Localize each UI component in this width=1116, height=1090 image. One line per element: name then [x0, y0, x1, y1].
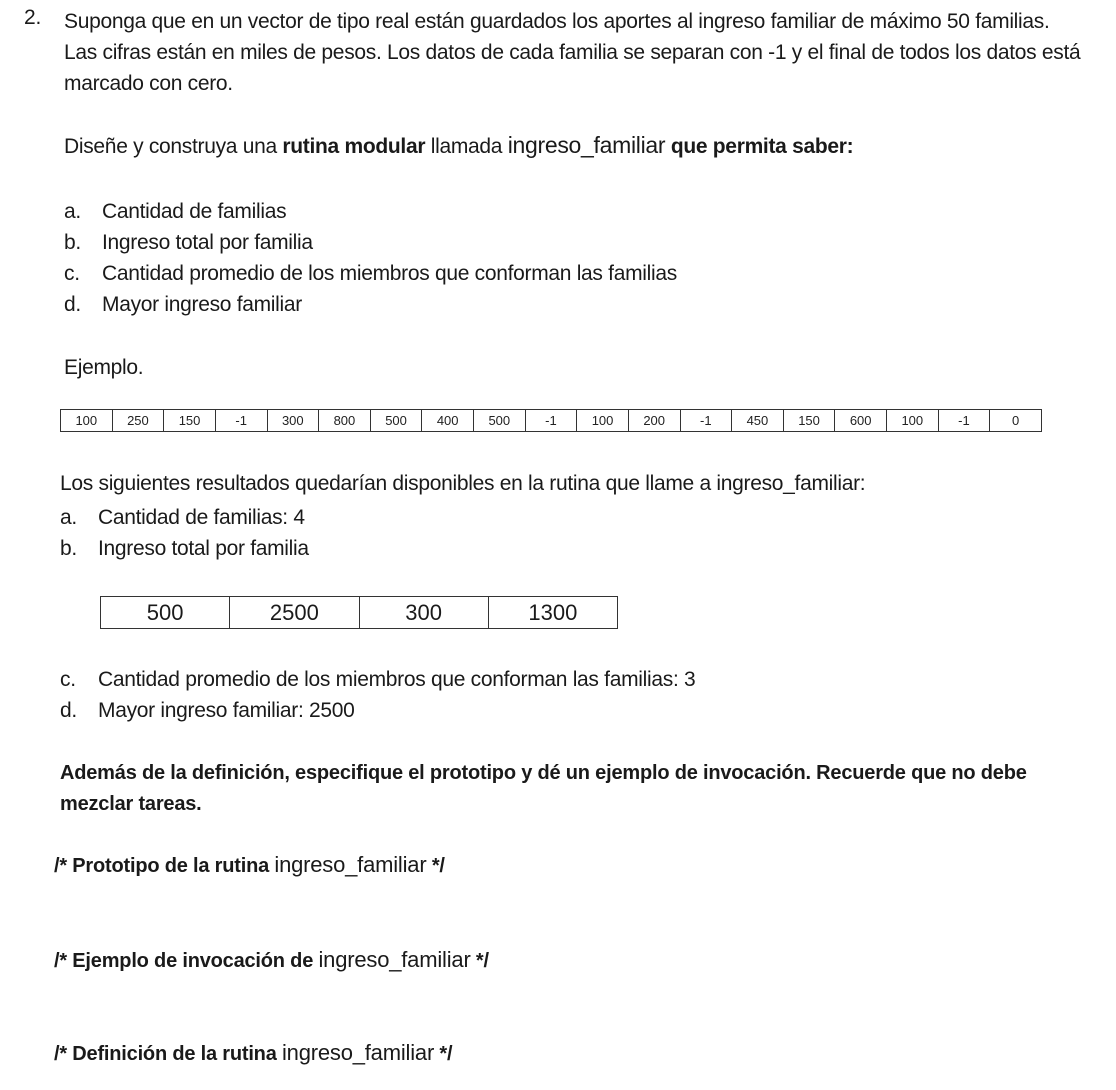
table-cell: -1 [681, 410, 733, 431]
table-cell: -1 [939, 410, 991, 431]
list-item [60, 533, 309, 564]
comment-routine-name: ingreso_familiar [318, 947, 471, 972]
list-marker: a. [64, 200, 81, 223]
table-cell: 500 [101, 597, 230, 628]
totals-table [100, 596, 618, 629]
list-marker: b. [64, 231, 81, 254]
table-cell: 450 [732, 410, 784, 431]
comment-routine-name: ingreso_familiar [274, 852, 427, 877]
table-cell: 100 [61, 410, 113, 431]
comment-label: Prototipo de la rutina [72, 855, 275, 877]
table-cell: -1 [526, 410, 578, 431]
list-item-text: Cantidad de familias: 4 [98, 506, 305, 529]
invocation-comment [54, 947, 489, 973]
requirements-list [64, 196, 677, 320]
problem-statement: Suponga que en un vector de tipo real están guardados los aportes al ingreso familiar de máximo 50 familias. Las cifras están en miles de pesos. Los datos de cada familia se separan con -1 y el final de todos los datos está marcado con cero. [64, 10, 1081, 95]
example-vector-table [60, 409, 1042, 432]
list-item-text: Ingreso total por familia [98, 537, 309, 560]
table-cell: 800 [319, 410, 371, 431]
list-item [60, 502, 309, 533]
task-prefix: Diseñe y construya una [64, 135, 283, 158]
prototype-comment [54, 852, 445, 878]
definition-comment [54, 1040, 452, 1066]
list-item-text: Cantidad promedio de los miembros que conforman las familias [102, 262, 677, 285]
list-marker: d. [60, 699, 77, 722]
table-cell: 500 [371, 410, 423, 431]
list-item [64, 258, 677, 289]
table-cell: 200 [629, 410, 681, 431]
problem-number: 2. [24, 6, 42, 29]
list-item-text: Ingreso total por familia [102, 231, 313, 254]
results-intro: Los siguientes resultados quedarían disponibles en la rutina que llame a ingreso_familiar: [60, 472, 866, 495]
comment-label: Ejemplo de invocación de [72, 950, 319, 972]
comment-open: /* [54, 855, 73, 877]
table-cell: 150 [164, 410, 216, 431]
table-cell: 150 [784, 410, 836, 431]
table-cell: 100 [577, 410, 629, 431]
table-cell: 500 [474, 410, 526, 431]
table-cell: 600 [835, 410, 887, 431]
comment-open: /* [54, 950, 73, 972]
list-item-text: Cantidad promedio de los miembros que conforman las familias: 3 [98, 668, 696, 691]
table-cell: 300 [360, 597, 489, 628]
example-label: Ejemplo. [64, 356, 144, 379]
comment-label: Definición de la rutina [72, 1043, 282, 1065]
task-middle: llamada [425, 135, 508, 158]
list-marker: d. [64, 293, 81, 316]
results-list-cd [60, 664, 695, 726]
comment-close: */ [426, 855, 445, 877]
task-routine-name: ingreso_familiar [507, 132, 666, 158]
instructions-note: Además de la definición, especifique el prototipo y dé un ejemplo de invocación. Recuerde que no debe mezclar tareas. [60, 762, 1027, 815]
list-item [64, 196, 677, 227]
table-cell: 1300 [528, 600, 578, 625]
list-item [60, 695, 695, 726]
comment-close: */ [470, 950, 489, 972]
results-list-ab [60, 502, 309, 564]
table-cell: 100 [887, 410, 939, 431]
table-cell: 300 [268, 410, 320, 431]
list-marker: a. [60, 506, 77, 529]
list-marker: c. [64, 262, 80, 285]
comment-routine-name: ingreso_familiar [281, 1040, 435, 1065]
list-item-text: Mayor ingreso familiar: 2500 [98, 699, 355, 722]
list-item [64, 289, 677, 320]
comment-open: /* [54, 1043, 73, 1065]
table-cell: 250 [113, 410, 165, 431]
list-marker: c. [60, 668, 76, 691]
table-cell: -1 [216, 410, 268, 431]
list-marker: b. [60, 537, 77, 560]
list-item-text: Cantidad de familias [102, 200, 287, 223]
task-bold-suffix: que permita saber: [665, 135, 854, 158]
task-statement [64, 132, 1084, 159]
table-cell: 400 [422, 410, 474, 431]
list-item-text: Mayor ingreso familiar [102, 293, 302, 316]
table-cell: 2500 [230, 597, 359, 628]
task-bold-routine: rutina modular [282, 135, 426, 158]
list-item [60, 664, 695, 695]
table-cell: 0 [1011, 413, 1020, 428]
list-item [64, 227, 677, 258]
comment-close: */ [434, 1043, 453, 1065]
